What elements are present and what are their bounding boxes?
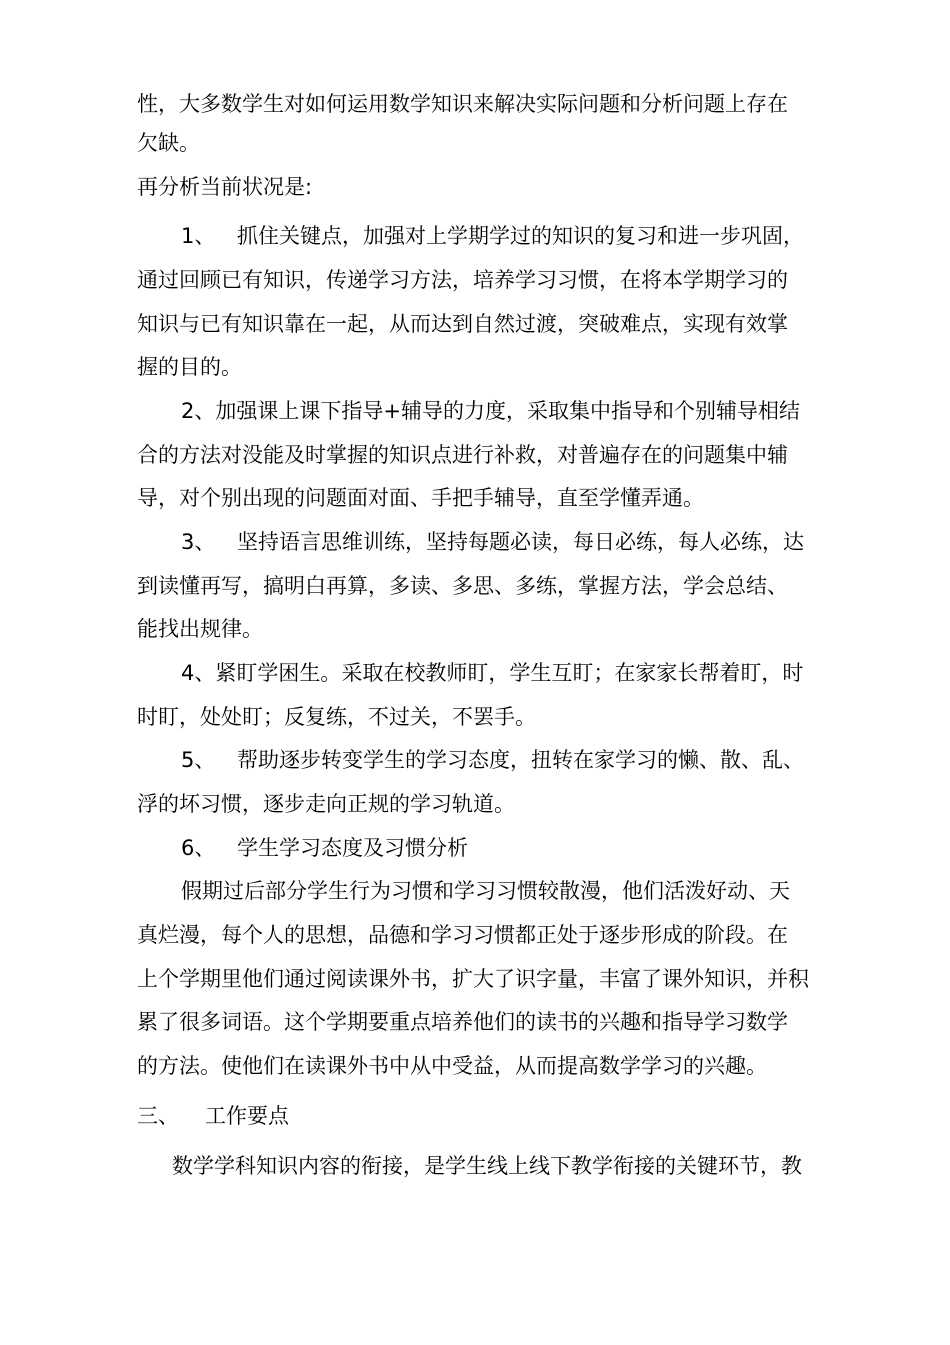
section-3-title: 工作要点 (205, 1104, 289, 1128)
item-1-line-3: 知识与已有知识靠在一起，从而达到自然过渡，突破难点，实现有效掌 (137, 312, 788, 336)
item-3-line-2: 到读懂再写，搞明白再算，多读、多思、多练，掌握方法，学会总结、 (137, 574, 788, 598)
item-4-line-2: 时盯，处处盯；反复练，不过关，不罢手。 (137, 705, 536, 729)
item-5-number: 5、 (181, 748, 216, 772)
item-2-line-3: 导，对个别出现的问题面对面、手把手辅导，直至学懂弄通。 (137, 486, 704, 510)
paragraph-3-line-3: 上个学期里他们通过阅读课外书，扩大了识字量，丰富了课外知识，并积 (137, 967, 809, 991)
section-3-number: 三、 (137, 1104, 179, 1128)
item-5-line-2: 浮的坏习惯，逐步走向正规的学习轨道。 (137, 792, 515, 816)
paragraph-1-line-1: 性，大多数学生对如何运用数学知识来解决实际问题和分析问题上存在 (137, 92, 788, 116)
paragraph-3-line-4: 累了很多词语。这个学期要重点培养他们的读书的兴趣和指导学习数学 (137, 1010, 788, 1034)
item-3-number: 3、 (181, 530, 216, 554)
item-1-number: 1、 (181, 224, 216, 248)
paragraph-3-line-2: 真烂漫，每个人的思想，品德和学习习惯都正处于逐步形成的阶段。在 (137, 923, 788, 947)
item-6-number: 6、 (181, 836, 216, 860)
item-6-line-1: 学生学习态度及习惯分析 (237, 836, 468, 860)
item-2-line-2: 合的方法对没能及时掌握的知识点进行补救，对普遍存在的问题集中辅 (137, 443, 788, 467)
item-5-line-1: 帮助逐步转变学生的学习态度，扭转在家学习的懒、散、乱、 (237, 748, 804, 772)
item-4-line-1: 4、紧盯学困生。采取在校教师盯，学生互盯；在家家长帮着盯，时 (181, 661, 804, 685)
paragraph-3-line-1: 假期过后部分学生行为习惯和学习习惯较散漫，他们活泼好动、天 (181, 879, 790, 903)
item-3-line-3: 能找出规律。 (137, 617, 263, 641)
item-1-line-4: 握的目的。 (137, 355, 242, 379)
item-1-line-1: 抓住关键点，加强对上学期学过的知识的复习和进一步巩固， (237, 224, 804, 248)
paragraph-3-line-5: 的方法。使他们在读课外书中从中受益，从而提高数学学习的兴趣。 (137, 1054, 767, 1078)
paragraph-4-line-1: 数学学科知识内容的衔接，是学生线上线下教学衔接的关键环节，教 (172, 1154, 802, 1178)
paragraph-2: 再分析当前状况是: (137, 175, 313, 199)
paragraph-1-line-2: 欠缺。 (137, 131, 200, 155)
item-1-line-2: 通过回顾已有知识，传递学习方法，培养学习习惯，在将本学期学习的 (137, 268, 788, 292)
item-3-line-1: 坚持语言思维训练，坚持每题必读，每日必练，每人必练，达 (237, 530, 804, 554)
item-2-line-1: 2、加强课上课下指导+辅导的力度，采取集中指导和个别辅导相结 (181, 399, 800, 423)
